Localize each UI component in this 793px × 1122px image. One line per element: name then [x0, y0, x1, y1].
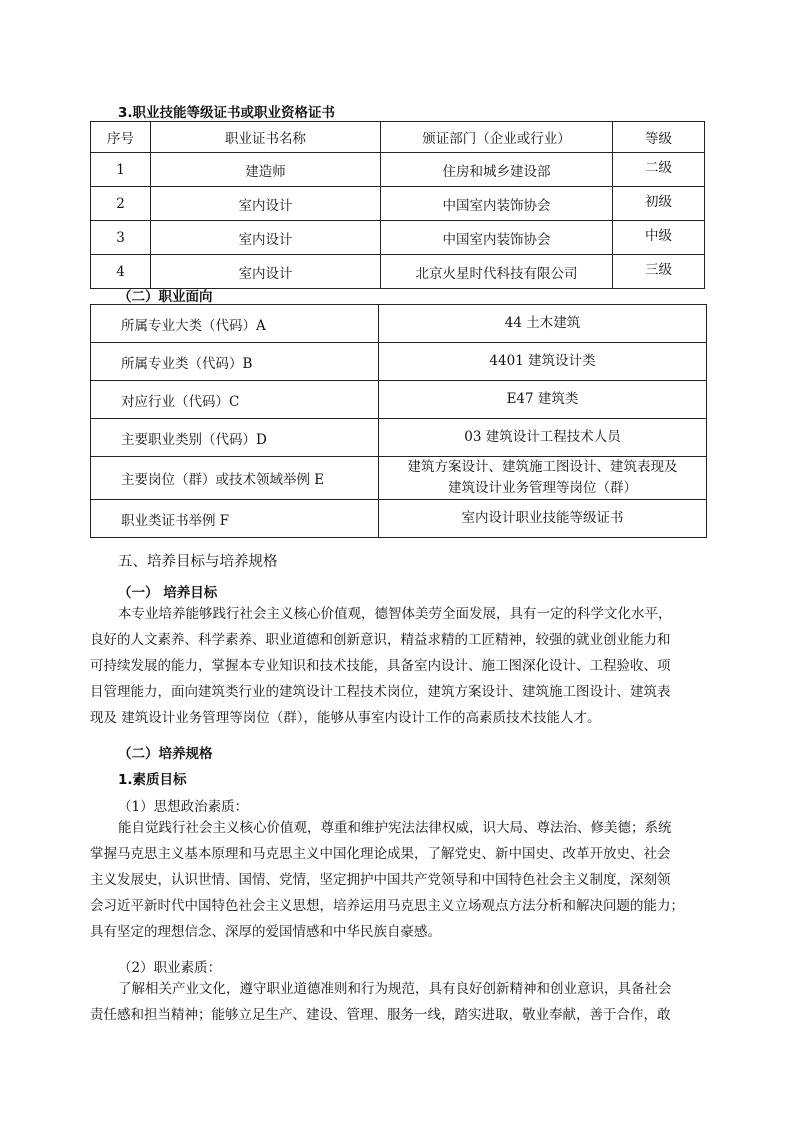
table-cell: 室内设计职业技能等级证书: [379, 500, 707, 538]
political-paragraph: [90, 815, 702, 945]
professional-quality-label: （2）职业素质：: [118, 960, 222, 976]
table-row: [91, 221, 705, 255]
text-line: 具有坚定的理想信念、深厚的爱国情感和中华民族自豪感。: [90, 924, 441, 940]
table-row: [91, 255, 705, 289]
table-cell: 所属专业大类（代码）A: [91, 305, 379, 343]
table-cell: 中国室内装饰协会: [381, 221, 613, 255]
text-line: 现及 建筑设计业务管理等岗位（群），能够从事室内设计工作的高素质技术技能人才。: [90, 710, 601, 726]
table-row: [91, 343, 707, 381]
table-header-row: [91, 122, 705, 153]
header-cell: 职业证书名称: [151, 122, 381, 153]
table-cell: 对应行业（代码）C: [91, 381, 379, 419]
table-cell: 2: [91, 187, 151, 221]
table-cell: 北京火星时代科技有限公司: [381, 255, 613, 289]
cert-table: [90, 121, 705, 289]
table-cell: 主要岗位（群）或技术领域举例 E: [91, 457, 379, 500]
sub1-heading: （一） 培养目标: [118, 585, 218, 601]
table-cell: 1: [91, 153, 151, 187]
text-line: 目管理能力，面向建筑类行业的建筑设计工程技术岗位，建筑方案设计、建筑施工图设计、建筑表: [90, 684, 671, 700]
sub2-heading: （二）培养规格: [118, 746, 213, 762]
table-cell: 44 土木建筑: [379, 305, 707, 343]
table-cell: 初级: [613, 187, 705, 221]
quality-goal-heading: 1.素质目标: [118, 772, 187, 788]
table-row: [91, 457, 707, 500]
table-cell: 职业类证书举例 F: [91, 500, 379, 538]
table-row: [91, 153, 705, 187]
table-row: [91, 419, 707, 457]
table-row: [91, 381, 707, 419]
professional-paragraph: [90, 976, 702, 1028]
table-row: [91, 187, 705, 221]
table-cell: 中级: [613, 221, 705, 255]
text-line: 掌握马克思主义基本原理和马克思主义中国化理论成果，了解党史、新中国史、改革开放史、社会: [90, 846, 671, 862]
goal-paragraph: [90, 601, 702, 731]
table-cell: 二级: [613, 153, 705, 187]
text-line: 会习近平新时代中国特色社会主义思想，培养运用马克思主义立场观点方法分析和解决问题的能力；: [90, 898, 684, 914]
table-row: [91, 305, 707, 343]
table-row: [91, 500, 707, 538]
table-cell: 中国室内装饰协会: [381, 187, 613, 221]
table-cell: 4401 建筑设计类: [379, 343, 707, 381]
text-line: 责任感和担当精神；能够立足生产、建设、管理、服务一线，踏实进取，敬业奉献，善于合作，敢: [90, 1007, 671, 1023]
table-cell: E47 建筑类: [379, 381, 707, 419]
table-cell: 室内设计: [151, 221, 381, 255]
political-quality-label: （1）思想政治素质：: [118, 799, 249, 815]
table-cell: 室内设计: [151, 187, 381, 221]
table-cell: 03 建筑设计工程技术人员: [379, 419, 707, 457]
career-heading: （二）职业面向: [118, 289, 213, 305]
text-line: 可持续发展的能力，掌握本专业知识和技术技能，具备室内设计、施工图深化设计、工程验收、项: [90, 658, 671, 674]
table-cell: 3: [91, 221, 151, 255]
cert-heading: 3.职业技能等级证书或职业资格证书: [118, 105, 336, 121]
table-cell: 所属专业类（代码）B: [91, 343, 379, 381]
table-cell: 主要职业类别（代码）D: [91, 419, 379, 457]
text-line: 良好的人文素养、科学素养、职业道德和创新意识，精益求精的工匠精神，较强的就业创业能力和: [90, 632, 671, 648]
table-cell: 三级: [613, 255, 705, 289]
table-cell: 住房和城乡建设部: [381, 153, 613, 187]
text-line: 了解相关产业文化，遵守职业道德准则和行为规范，具有良好创新精神和创业意识，具备社会: [118, 981, 672, 997]
cell-line: 建筑设计业务管理等岗位（群）: [448, 480, 637, 496]
text-line: 能自觉践行社会主义核心价值观，尊重和维护宪法法律权威，识大局、尊法治、修美德；系统: [118, 820, 672, 836]
table-cell: 室内设计: [151, 255, 381, 289]
career-table: [90, 304, 707, 538]
header-cell: 序号: [91, 122, 151, 153]
text-line: 本专业培养能够践行社会主义核心价值观，德智体美劳全面发展，具有一定的科学文化水平，: [118, 606, 672, 622]
section5-heading: 五、培养目标与培养规格: [118, 554, 278, 570]
table-cell: 建造师: [151, 153, 381, 187]
header-cell: 颁证部门（企业或行业）: [381, 122, 613, 153]
table-cell: 4: [91, 255, 151, 289]
text-line: 主义发展史，认识世情、国情、党情，坚定拥护中国共产党领导和中国特色社会主义制度，深刻领: [90, 872, 671, 888]
header-cell: 等级: [613, 122, 705, 153]
cell-line: 建筑方案设计、建筑施工图设计、建筑表现及: [407, 459, 678, 475]
table-cell: [379, 457, 707, 500]
